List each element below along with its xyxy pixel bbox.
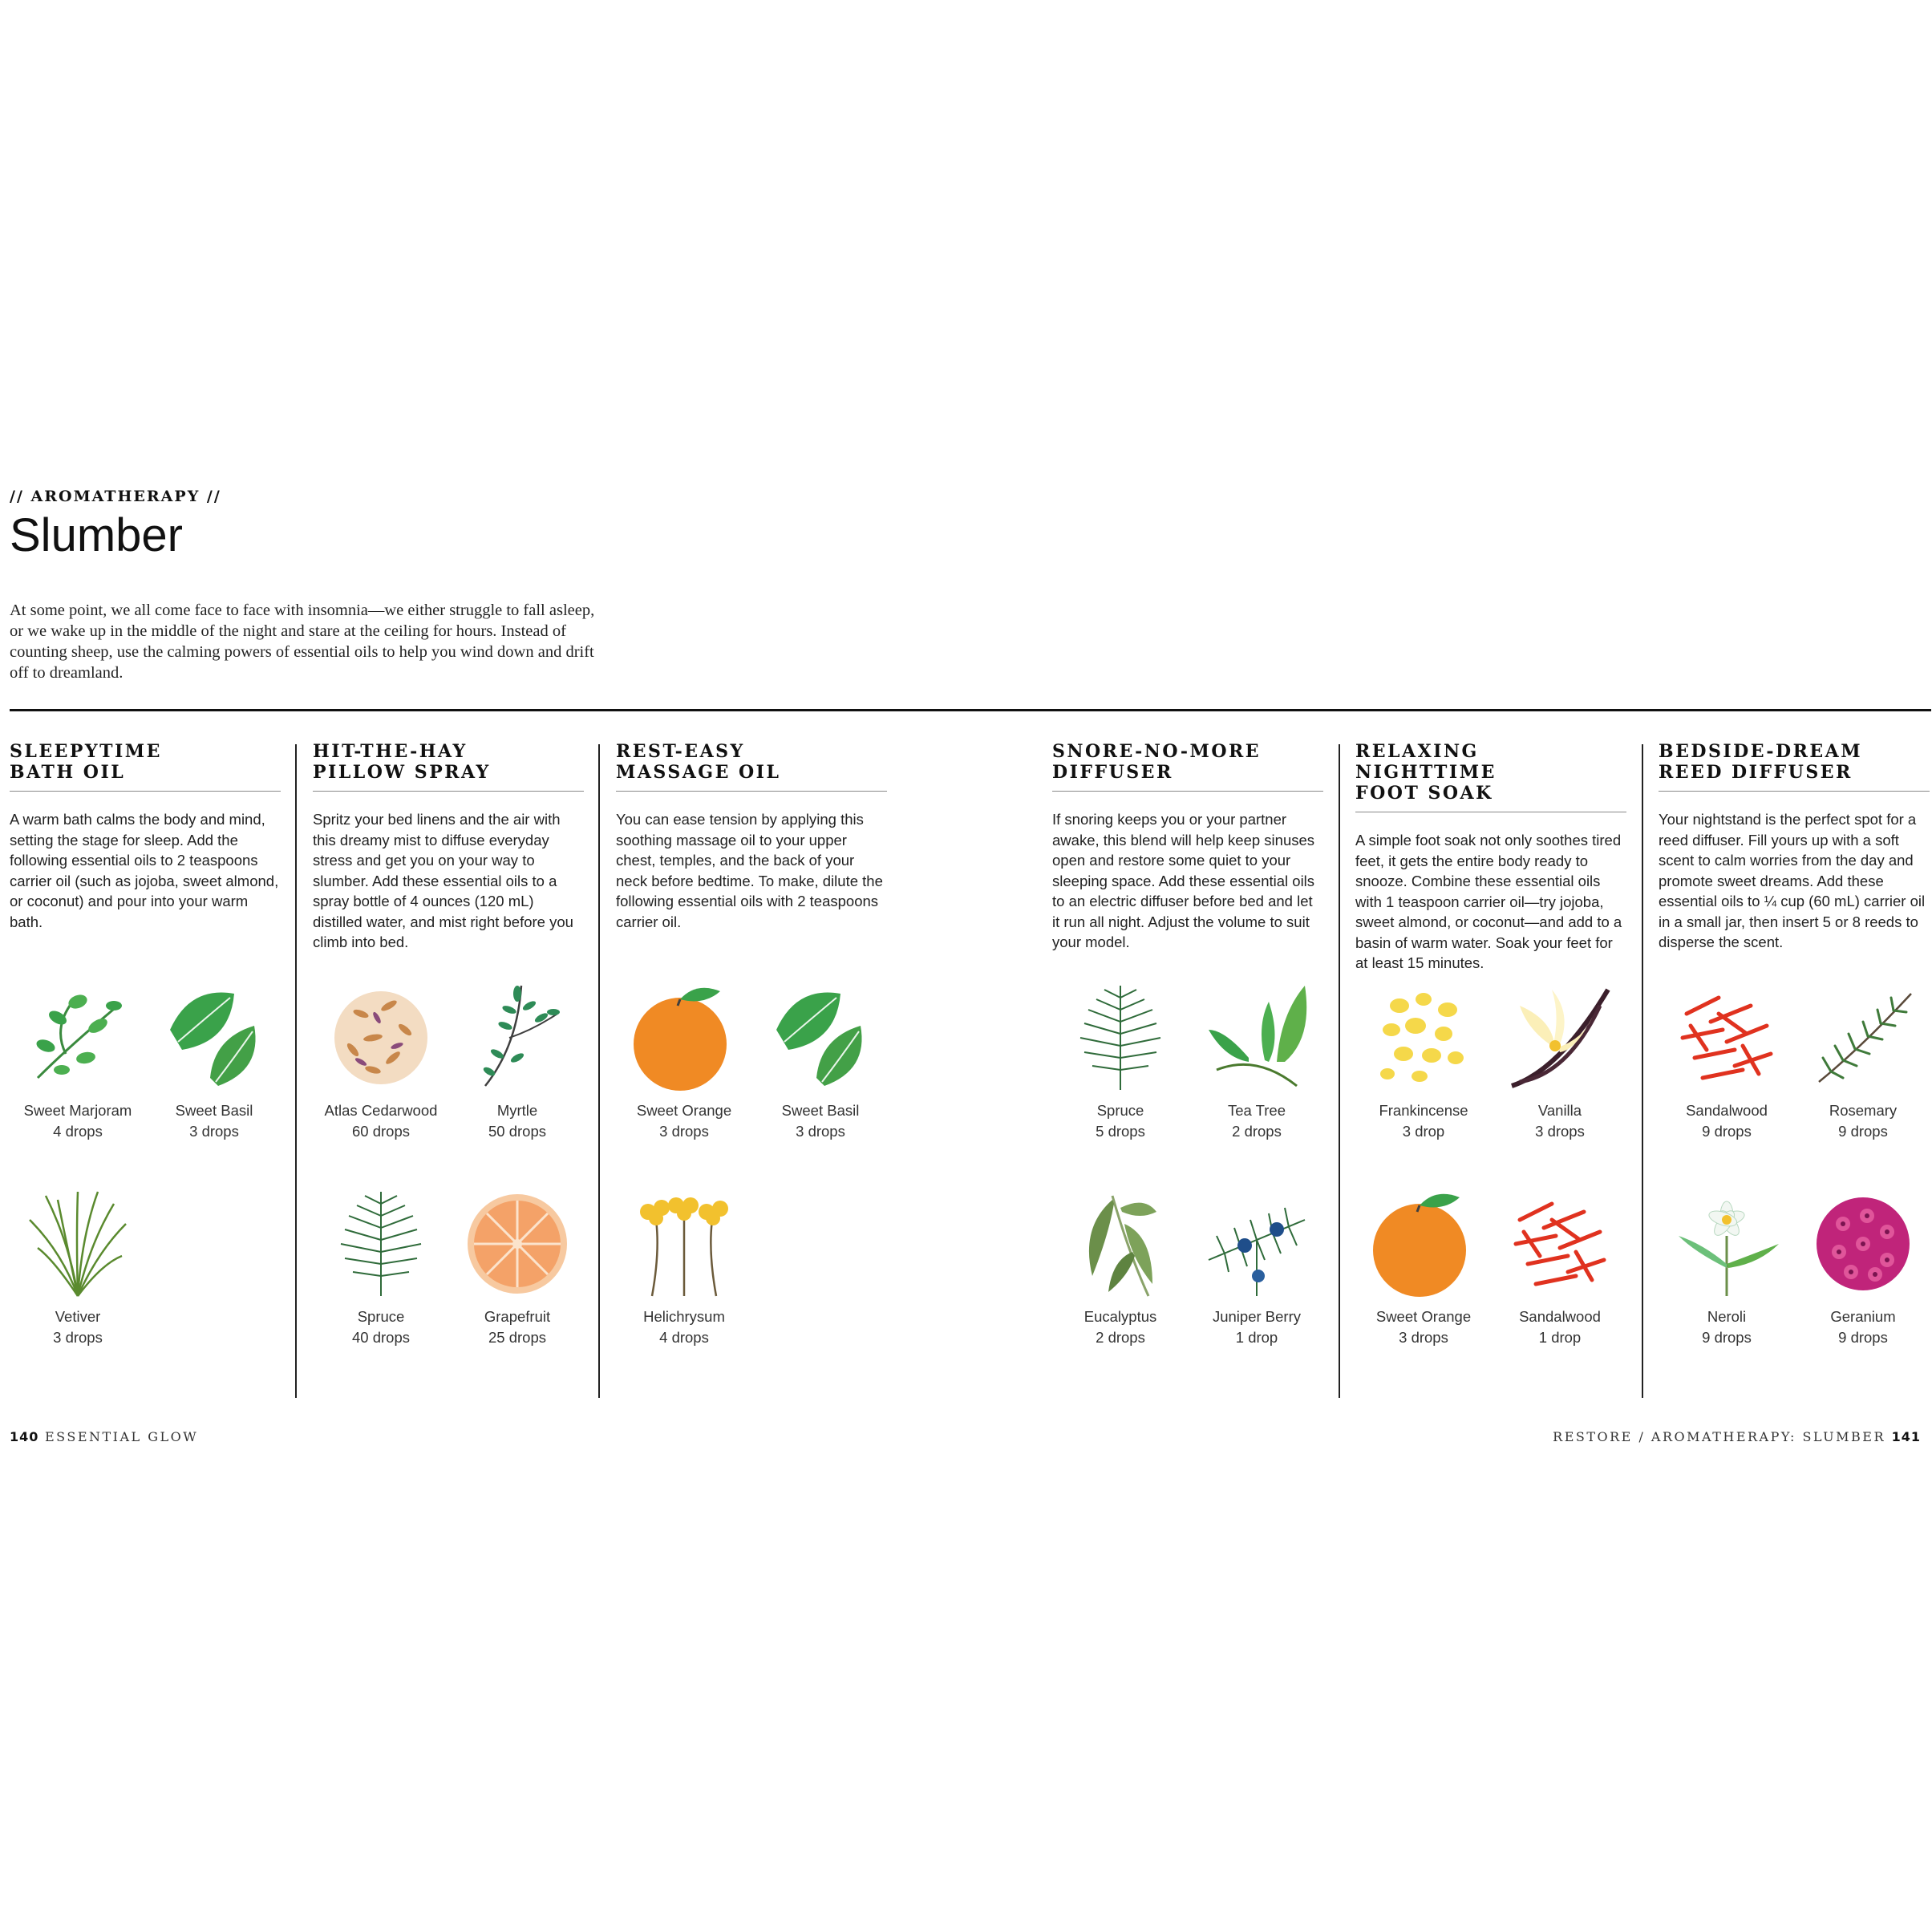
oil-item: Grapefruit 25 drops <box>449 1188 585 1348</box>
page-number-right: 141 <box>1891 1429 1921 1444</box>
oil-item: Juniper Berry 1 drop <box>1189 1188 1325 1348</box>
recipe-title: REST-EASY MASSAGE OIL <box>616 741 781 783</box>
recipe-snore-no-more-diffuser <box>1052 741 1323 1399</box>
oil-item: Vetiver 3 drops <box>10 1188 146 1348</box>
spruce-icon <box>1064 982 1177 1094</box>
recipe-sleepytime-bath-oil <box>10 741 281 1399</box>
title-rule <box>313 791 584 792</box>
oil-item: Spruce 40 drops <box>313 1188 449 1348</box>
eucalyptus-icon <box>1064 1188 1177 1300</box>
oil-item: Frankincense 3 drop <box>1355 982 1492 1142</box>
recipe-description: Spritz your bed linens and the air with this dreamy mist to diffuse everyday stress and get you on your way to slumber. Add these essential oils to a spray bottle of 4 ounces (120 mL) distilled water, and mist right before you climb into bed. <box>313 811 573 950</box>
rosemary-icon <box>1807 982 1919 1094</box>
sandalwood-icon <box>1504 1188 1616 1300</box>
title-rule <box>1659 791 1930 792</box>
basil-icon <box>764 982 877 1094</box>
oil-item: Sweet Basil 3 drops <box>752 982 889 1142</box>
footer-right <box>1553 1429 1921 1444</box>
helichrysum-icon <box>628 1188 740 1300</box>
recipe-bedside-dream-reed-diffuser <box>1659 741 1930 1399</box>
oil-item: Sandalwood 1 drop <box>1492 1188 1628 1348</box>
recipe-description: A simple foot soak not only soothes tired feet, it gets the entire body ready to snooze. Combine these essential oils with 1 teaspoon carrier oil—try jojoba, sweet almond, or coconut—and add to a basin of warm water. Soak your feet for at least 15 minutes. <box>1355 832 1622 971</box>
header-divider <box>10 709 1931 711</box>
title-rule <box>616 791 887 792</box>
geranium-icon <box>1807 1188 1919 1300</box>
section-kicker: // AROMATHERAPY // <box>10 488 221 505</box>
orange-icon <box>1367 1188 1480 1300</box>
section-path: RESTORE / AROMATHERAPY: SLUMBER <box>1553 1429 1885 1444</box>
recipe-description: If snoring keeps you or your partner awake, this blend will help keep sinuses open and restore some quiet to your sleeping space. Add these essential oils to an electric diffuser before bed and let it run all night. Adjust the volume to suit your model. <box>1052 811 1315 950</box>
spruce-icon <box>325 1188 437 1300</box>
column-divider <box>598 744 600 1398</box>
oil-item: Sweet Orange 3 drops <box>616 982 752 1142</box>
orange-icon <box>628 982 740 1094</box>
column-divider <box>295 744 297 1398</box>
recipe-title: BEDSIDE-DREAM REED DIFFUSER <box>1659 741 1863 783</box>
basil-icon <box>158 982 270 1094</box>
oil-item: Spruce 5 drops <box>1052 982 1189 1142</box>
cedarwood-icon <box>325 982 437 1094</box>
oil-item: Vanilla 3 drops <box>1492 982 1628 1142</box>
vetiver-icon <box>22 1188 134 1300</box>
page-title: Slumber <box>10 509 183 561</box>
recipe-hit-the-hay-pillow-spray <box>313 741 584 1399</box>
sandalwood-icon <box>1671 982 1783 1094</box>
juniper-icon <box>1201 1188 1313 1300</box>
recipe-description: You can ease tension by applying this soothing massage oil to your upper chest, temples, and the back of your neck before bedtime. To make, dilute the following essential oils with 2 teaspoons carrier oil. <box>616 811 883 930</box>
tea-tree-icon <box>1201 982 1313 1094</box>
title-rule <box>1052 791 1323 792</box>
recipe-title: SNORE-NO-MORE DIFFUSER <box>1052 741 1262 783</box>
title-rule <box>10 791 281 792</box>
recipe-description: A warm bath calms the body and mind, setting the stage for sleep. Add the following essential oils to 2 teaspoons carrier oil (such as jojoba, sweet almond, or coconut) and pour into your warm bath. <box>10 811 279 930</box>
oil-item: Sweet Orange 3 drops <box>1355 1188 1492 1348</box>
recipe-relaxing-nighttime-foot-soak <box>1355 741 1626 1399</box>
recipe-rest-easy-massage-oil <box>616 741 887 1399</box>
oil-item: Eucalyptus 2 drops <box>1052 1188 1189 1348</box>
grapefruit-icon <box>461 1188 573 1300</box>
oil-item: Sweet Marjoram 4 drops <box>10 982 146 1142</box>
frankincense-icon <box>1367 982 1480 1094</box>
marjoram-icon <box>22 982 134 1094</box>
oil-item: Geranium 9 drops <box>1795 1188 1931 1348</box>
oil-item: Neroli 9 drops <box>1659 1188 1795 1348</box>
oil-item: Sweet Basil 3 drops <box>146 982 282 1142</box>
recipe-title: HIT-THE-HAY PILLOW SPRAY <box>313 741 491 783</box>
neroli-icon <box>1671 1188 1783 1300</box>
footer-left <box>10 1429 198 1444</box>
oil-item: Sandalwood 9 drops <box>1659 982 1795 1142</box>
recipe-description: Your nightstand is the perfect spot for a reed diffuser. Fill yours up with a soft scent to calm worries from the day and promote sweet dreams. Add these essential oils to ¼ cup (60 mL) carrier oil in a small jar, then insert 5 or 8 reeds to disperse the scent. <box>1659 811 1926 950</box>
page-number-left: 140 <box>10 1429 39 1444</box>
book-title: ESSENTIAL GLOW <box>45 1429 199 1444</box>
oil-item: Rosemary 9 drops <box>1795 982 1931 1142</box>
recipe-title: RELAXING NIGHTTIME FOOT SOAK <box>1355 741 1497 804</box>
column-divider <box>1339 744 1340 1398</box>
oil-item: Atlas Cedarwood 60 drops <box>313 982 449 1142</box>
oil-item: Helichrysum 4 drops <box>616 1188 752 1348</box>
intro-paragraph: At some point, we all come face to face with insomnia—we either struggle to fall asleep, or we wake up in the middle of the night and stare at the ceiling for hours. Instead of counting sheep, use the calming powers of essential oils to help you wind down and drift off to dreamland. <box>10 601 595 682</box>
oil-item: Myrtle 50 drops <box>449 982 585 1142</box>
vanilla-icon <box>1504 982 1616 1094</box>
oil-item: Tea Tree 2 drops <box>1189 982 1325 1142</box>
myrtle-icon <box>461 982 573 1094</box>
recipe-title: SLEEPYTIME BATH OIL <box>10 741 162 783</box>
column-divider <box>1642 744 1643 1398</box>
